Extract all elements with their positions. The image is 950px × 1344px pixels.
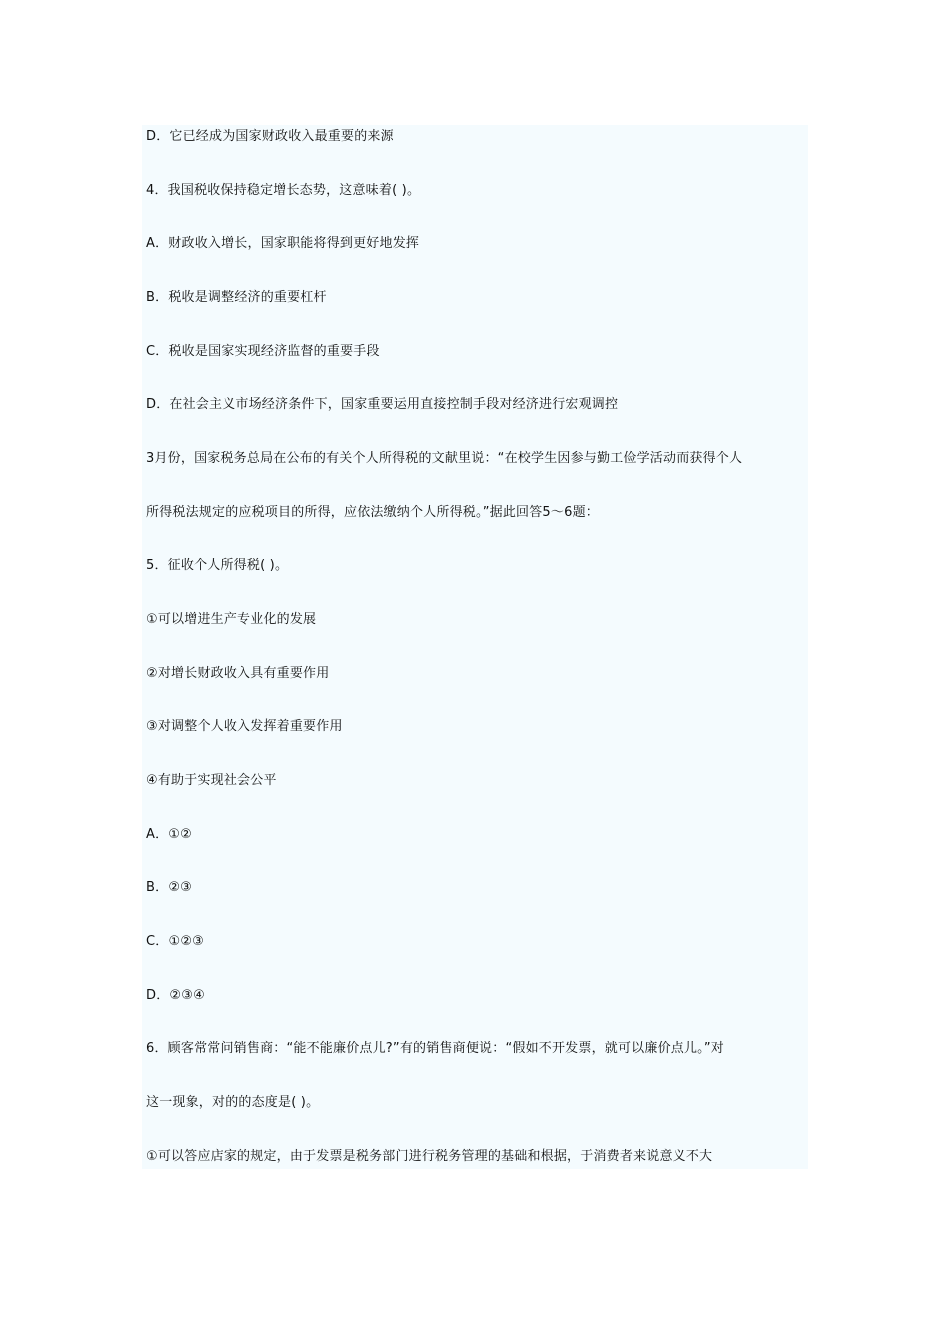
- option-b-q4: B．税收是调整经济的重要杠杆: [146, 290, 327, 305]
- option-c-q5: C．①②③: [146, 934, 205, 949]
- question-4: 4．我国税收保持稳定增长态势，这意味着( )。: [146, 183, 421, 198]
- statement-1-q6: ①可以答应店家的规定，由于发票是税务部门进行税务管理的基础和根据，于消费者来说意义不大: [146, 1149, 713, 1164]
- option-c-q4: C．税收是国家实现经济监督的重要手段: [146, 344, 380, 359]
- question-6-line-2: 这一现象，对的的态度是( )。: [146, 1095, 320, 1110]
- statement-1-q5: ①可以增进生产专业化的发展: [146, 612, 317, 627]
- option-a-q5: A．①②: [146, 827, 193, 842]
- passage-line-2: 所得税法规定的应税项目的所得，应依法缴纳个人所得税。”据此回答5～6题：: [146, 505, 599, 520]
- option-d-q5: D．②③④: [146, 988, 205, 1003]
- document-text-block: [142, 125, 808, 1169]
- option-d-q3: D．它已经成为国家财政收入最重要的来源: [146, 129, 394, 144]
- statement-4-q5: ④有助于实现社会公平: [146, 773, 277, 788]
- option-d-q4: D．在社会主义市场经济条件下，国家重要运用直接控制手段对经济进行宏观调控: [146, 397, 619, 412]
- question-6-line-1: 6．顾客常常问销售商：“能不能廉价点儿?”有的销售商便说：“假如不开发票，就可以廉价点儿。”对: [146, 1041, 725, 1056]
- statement-2-q5: ②对增长财政收入具有重要作用: [146, 666, 330, 681]
- statement-3-q5: ③对调整个人收入发挥着重要作用: [146, 719, 343, 734]
- passage-line-1: 3月份，国家税务总局在公布的有关个人所得税的文献里说：“在校学生因参与勤工俭学活动而获得个人: [146, 451, 743, 466]
- option-a-q4: A．财政收入增长，国家职能将得到更好地发挥: [146, 236, 420, 251]
- option-b-q5: B．②③: [146, 880, 193, 895]
- question-5: 5．征收个人所得税( )。: [146, 558, 289, 573]
